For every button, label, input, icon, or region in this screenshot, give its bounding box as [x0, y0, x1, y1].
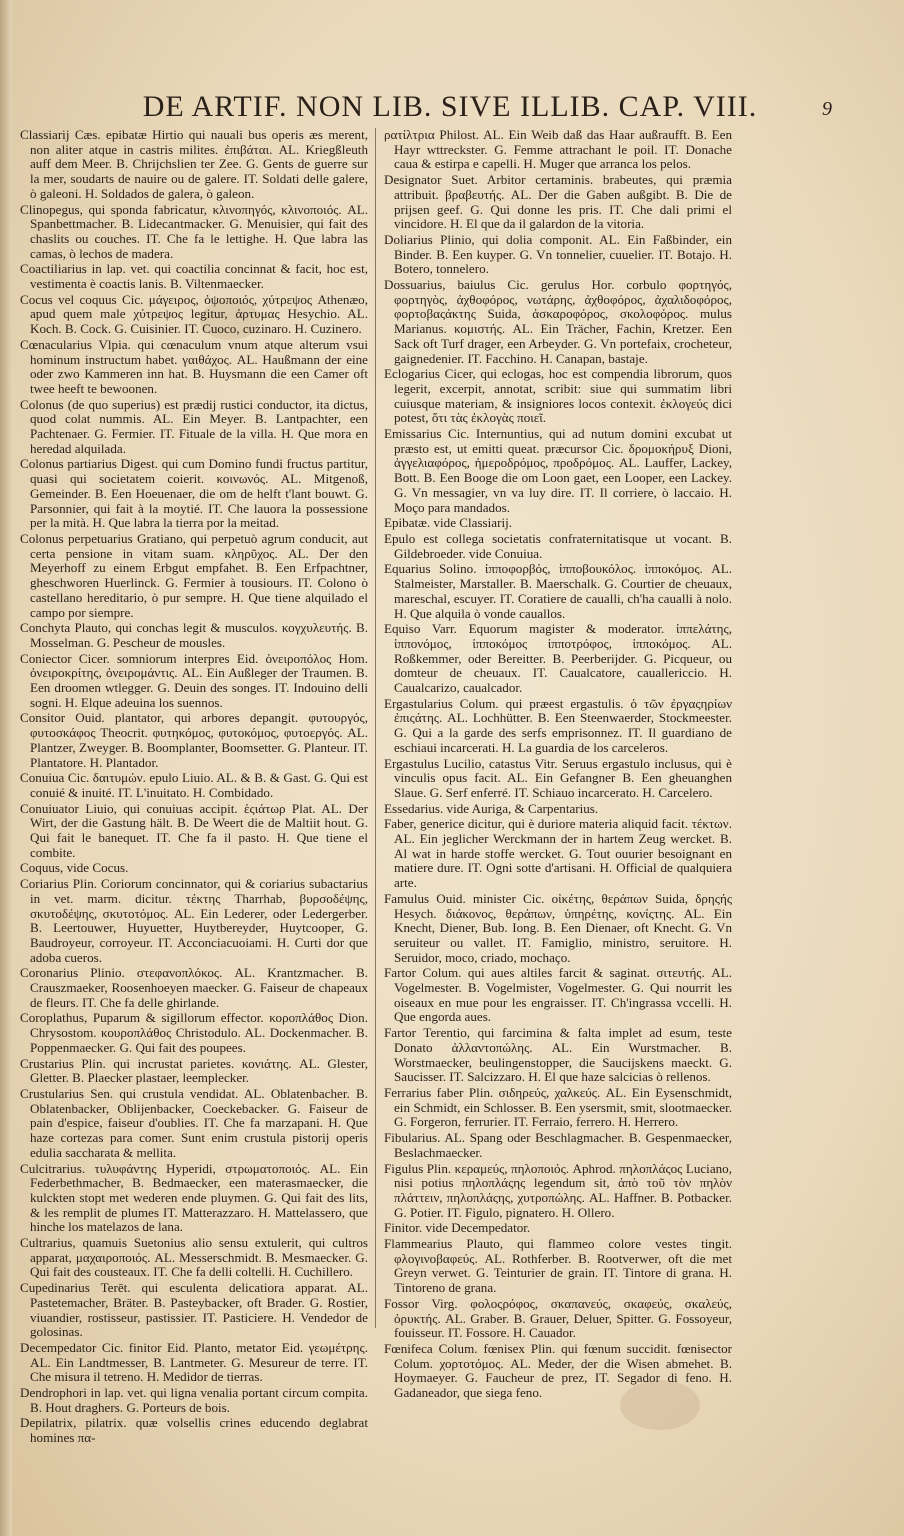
- dictionary-entry: Consitor Ouid. plantator, qui arbores depangit. φυτουργός, φυτοσκάφος Theocrit. φυτηκόμος, φυτοκόμος, φυτοεργός. AL. Plantzer, Zweyger. B. Boomplanter, Boomsetter. G. Planteur. IT. Plantatore. H. Plantador.: [20, 710, 368, 770]
- dictionary-entry: Depilatrix, pilatrix. quæ volsellis crines educendo deglabrat homines πα-: [20, 1415, 368, 1446]
- dictionary-entry: Dendrophori in lap. vet. qui ligna venalia portant circum compita. B. Hout draghers. G. Porteurs de bois.: [20, 1385, 368, 1415]
- dictionary-entry: Fossor Virg. φολοςρόφος, σκαπανεύς, σκαφεύς, σκαλεύς, ὀρυκτής. AL. Graber. B. Grauer, Deluer, Spitter. G. Fossoyeur, fouisseur. IT. Fossore. H. Cauador.: [384, 1295, 732, 1341]
- dictionary-entry: Equarius Solino. ἱπποφορβός, ἱπποβουκόλος. ἱπποκόμος. AL. Stalmeister, Marstaller. B. Maerschalk. G. Courtier de cheuaux, mareschal, escuyer. IT. Coratiere de caualli, ch'ha caualli à nolo. H. Que alquila ò vonde cauallos.: [384, 561, 732, 621]
- dictionary-entry: Culcitrarius. τυλυφάντης Hyperidi, στρωματοποιός. AL. Ein Federbethmacher, B. Bedmaecker, een materasmaecker, die kulckten stopt met wederen ende pluymen. G. Qui fait des lits, & les remplit de plumes IT. Matterazzaro. H. Mattelassero, que hinche los matelazos de lana.: [20, 1160, 368, 1235]
- dictionary-entry: Fartor Terentio, qui farcimina & falta implet ad esum, teste Donato ἀλλαντοπώλης. AL. Ein Wurstmacher. B. Worstmaecker, beulingenstopper, die Saucijskens maeckt. G. Saucisser. IT. Salcizzaro. H. El que haze salcicias ò rellenos.: [384, 1025, 732, 1085]
- dictionary-entry: Designator Suet. Arbitor certaminis. brabeutes, qui præmia attribuit. βραβευτής. AL. Der die Gaben außgibt. B. Die de prijsen geef. G. Qui donne les pris. IT. Che dali primi el vincidore. H. El que da il galardon de la vitoria.: [384, 172, 732, 232]
- dictionary-entry: Doliarius Plinio, qui dolia componit. AL. Ein Faßbinder, ein Binder. B. Een kuyper. G. Vn tonnelier, cuuelier. IT. Botajo. H. Botero, tonnelero.: [384, 231, 732, 277]
- dictionary-entry: Epulo est collega societatis confraternitatisque ut vocant. B. Gildebroeder. vide Conuiua.: [384, 530, 732, 561]
- dictionary-entry: Figulus Plin. κεραμεύς, πηλοποιός. Aphrod. πηλοπλάςος Luciano, nisi potius πηλοπλάςης legendum sit, ἀπὸ τοῦ τὸν πηλὸν πλάττειν, πηλοπλάςης, χυτροπώλης. AL. Haffner. B. Potbacker. G. Potier. IT. Figulo, pignatero. H. Ollero.: [384, 1160, 732, 1220]
- dictionary-entry: Finitor. vide Decempedator.: [384, 1220, 531, 1236]
- dictionary-entry: Ferrarius faber Plin. σιδηρεύς, χαλκεύς. AL. Ein Eysenschmidt, ein Schmidt, ein Schlosser. B. Een ysersmit, smit, slootmaecker. G. Forgeron, ferrurier. IT. Ferraio, ferrero. H. Herrero.: [384, 1085, 732, 1130]
- dictionary-entry: Fibularius. AL. Spang oder Beschlagmacher. B. Gespenmaecker, Beslachmaecker.: [384, 1130, 732, 1160]
- dictionary-entry: Colonus perpetuarius Gratiano, qui perpetuò agrum conducit, aut certa pensione in vitam suam. κληρῦχος. AL. Der den Meyerhoff zu einem Erbgut empfahet. B. Een Erfpachtner, gheschworen Huerlinck. G. Fermier à tousiours. IT. Colono ò castellano hereditario, ò pur sempre. H. Que tiene alquilado el campo por siempre.: [20, 530, 368, 620]
- folio-number: 9: [822, 98, 832, 120]
- dictionary-entry: Classiarij Cæs. epibatæ Hirtio qui nauali bus operis æs merent, non aliter atque in castris milites. ἐπιβάται. AL. Kriegßleuth auff dem Meer. B. Chrijchslien ter Zee. G. Gents de guerre sur la mer, soudarts de nauire ou de galere. IT. Soldati delle galere, ò galeoni. H. Soldados de galera, ò galeon.: [20, 127, 368, 201]
- dictionary-entry: Ergastularius Colum. qui præest ergastulis. ὁ τῶν ἐργαςηρίων ἐπιςάτης. AL. Lochhütter. B. Een Steenwaerder, Stockmeester. G. Qui a la garde des serfs emprisonnez. IT. Il guardiano de eschiaui incarcerati. H. La guardia de los carceleros.: [384, 695, 732, 755]
- dictionary-entry: Famulus Ouid. minister Cic. οἰκέτης, θεράπων Suida, δρηςής Hesych. διάκονος, θεράπων, ὑπηρέτης, κονίςτης. AL. Ein Knecht, Diener, Bub. Iong. B. Een Dienaer, oft Knecht. G. Vn seruiteur ou vallet. IT. Famiglio, ministro, seruitore. H. Seruidor, moco, criado, mochaço.: [384, 890, 732, 965]
- dictionary-entry: Coquus, vide Cocus.: [20, 860, 129, 876]
- dictionary-entry: Fœnifeca Colum. fœnisex Plin. qui fœnum succidit. fœnisector Colum. χορτοτόμος. AL. Meder, der die Wisen abmehet. B. Hoymaeyer. G. Faucheur de prez, IT. Segador di feno. H. Gadaneador, que siega feno.: [384, 1340, 732, 1401]
- dictionary-entry: Conuiua Cic. δαιτυμών. epulo Liuio. AL. & B. & Gast. G. Qui est conuié & inuité. IT. L'inuitato. H. Combidado.: [20, 770, 368, 800]
- dictionary-entry: Essedarius. vide Auriga, & Carpentarius.: [384, 800, 599, 816]
- dictionary-entry: Conchyta Plauto, qui conchas legit & musculos. κογχυλευτής. B. Mosselman. G. Pescheur de mousles.: [20, 620, 368, 650]
- dictionary-entry: Cœnacularius Vlpia. qui cœnaculum vnum atque alterum vsui hominum instructum habet. γαιθάχος. AL. Haußmann der eine oder zwo Kammeren inn hat. B. Huysmann die een Camer oft twee heeft te bewoonen.: [20, 336, 368, 396]
- dictionary-entry: Epibatæ. vide Classiarij.: [384, 515, 513, 531]
- dictionary-entry: Coronarius Plinio. στεφανοπλόκος. AL. Krantzmacher. B. Crauszmaeker, Roosenhoeyen maecker. G. Faiseur de chapeaux de fleurs. IT. Che fa delle ghirlande.: [20, 965, 368, 1010]
- dictionary-entry: Crustarius Plin. qui incrustat parietes. κονιάτης. AL. Glester, Gletter. B. Plaecker plastaer, leemplecker.: [20, 1055, 368, 1086]
- dictionary-entry: Flammearius Plauto, qui flammeo colore vestes tingit. φλογινοβαφεύς. AL. Rothferber. B. Rootverwer, oft die met Greyn verwet. G. Teinturier de grain. IT. Tintore di grana. H. Tintoreno de grana.: [384, 1236, 732, 1296]
- dictionary-entry: Colonus (de quo superius) est prædij rustici conductor, ita dictus, quod colat nummis. AL. Ein Meyer. B. Lantpachter, een Pachtenaer. G. Fermier. IT. Fituale de la villa. H. Que mora en heredad alquilada.: [20, 396, 368, 456]
- dictionary-entry: Coactiliarius in lap. vet. qui coactilia concinnat & facit, hoc est, vestimenta è coactis lanis. B. Viltenmaecker.: [20, 261, 368, 292]
- dictionary-entry: Emissarius Cic. Internuntius, qui ad nutum domini excubat ut præsto est, ut emitti queat. præcursor Cic. δρομοκήρυξ Dioni, ἀγγελιαφόρος, ἡμεροδρόμος, προδρόμος. AL. Lauffer, Lackey, Bott. B. Een Booge die om Loon gaet, een Looper, een Lackey. G. Vn messagier, vn va luy dire. IT. Il corriere, ò laccaio. H. Moço para mandados.: [384, 426, 732, 515]
- dictionary-entry: Fartor Colum. qui aues altiles farcit & saginat. σιτευτής. AL. Vogelmester. B. Vogelmister, Vogelmester. G. Qui nourrit les oiseaux en mue pour les engraisser. IT. Ch'ingrassa vccelli. H. Que engorda aues.: [384, 965, 732, 1025]
- dictionary-entry: Cupedinarius Terēt. qui esculenta delicatiora apparat. AL. Pastetemacher, Bräter. B. Pasteybacker, oft Brader. G. Rostier, viuandier, rostisseur, pastissier. IT. Pasticiere. H. Vendedor de golosinas.: [20, 1280, 368, 1340]
- dictionary-entry: Colonus partiarius Digest. qui cum Domino fundi fructus partitur, quasi qui societatem coierit. κοινωνός. AL. Mitgenoß, Gemeinder. B. Een Hoeuenaer, die om de helft t'lant bouwt. G. Parsonnier, qui fait à la moytié. IT. Che lauora la possessione per la mità. H. Que labra la tierra por la meitad.: [20, 456, 368, 531]
- dictionary-entry: Decempedator Cic. finitor Eid. Planto, metator Eid. γεωμέτρης. AL. Ein Landtmesser, B. Lantmeter. G. Mesureur de terre. IT. Che misura il tetreno. H. Medidor de tierras.: [20, 1339, 368, 1385]
- dictionary-entry: Cocus vel coquus Cic. μάγειρος, ὀψοποιός, χύτρεψος Athenæo, apud quem male χύτρεψος legitur, ἀρτυμας Hesychio. AL. Koch. B. Cock. G. Cuisinier. IT. Cuoco, cuzinaro. H. Cuzinero.: [20, 291, 368, 337]
- right-column: [384, 127, 732, 1401]
- dictionary-entry: Ergastulus Lucilio, catastus Vitr. Seruus ergastulo inclusus, qui è vinculis opus facit. AL. Ein Gefangner B. Een gheuanghen Slaue. G. Serf enferré. IT. Schiauo incarcerato. H. Carcelero.: [384, 755, 732, 800]
- dictionary-entry: Crustularius Sen. qui crustula vendidat. AL. Oblatenbacher. B. Oblatenbacker, Oblijenbacker, Coeckebacker. G. Faiseur de pain d'espice, faiseur d'oublies. IT. Che fa marzapani. H. Que haze cortezas para comer. Sunt enim crustula pistorij operis edulia saccharata & mellita.: [20, 1086, 368, 1160]
- dictionary-entry: ρατίλτρια Philost. AL. Ein Weib daß das Haar außraufft. B. Een Hayr wttreckster. G. Femme attrachant le poil. IT. Donache caua & estirpa e capelli. H. Muger que arranca los pelos.: [384, 127, 732, 172]
- running-title: DE ARTIF. NON LIB. SIVE ILLIB. CAP. VIII.: [142, 90, 758, 123]
- dictionary-entry: Conuiuator Liuio, qui conuiuas accipit. ἑςιάτωρ Plat. AL. Der Wirt, der die Gastung hält. B. De Weert die de Maltiit hout. G. Qui fait le banequet. IT. Che fa il pasto. H. Que tiene el combite.: [20, 800, 368, 860]
- column-rule: [375, 128, 376, 1328]
- dictionary-entry: Clinopegus, qui sponda fabricatur, κλινοπηγός, κλινοποιός. AL. Spanbettmacher. B. Lidecantmacker. G. Menuisier, qui fait des chaslits ou couches. IT. Che fa le lettighe. H. Que labra las camas, ò lechos de madera.: [20, 201, 368, 261]
- dictionary-entry: Equiso Varr. Equorum magister & moderator. ἱππελάτης, ἱππονόμος, ἱπποκόμος ἱπποτρόφος, ἱπποκόμος. AL. Roßkemmer, oder Bereitter. B. Peerberijder. G. Picqueur, ou domteur de cheuaux. IT. Caualcatore, cauallericcio. H. Caualcarizo, caualcador.: [384, 621, 732, 696]
- dictionary-entry: Coriarius Plin. Coriorum concinnator, qui & coriarius subactarius in vet. marm. dicitur. τέκτης Tharrhab, βυρσοδέψης, σκυτοδέψης, σκυτοτόμος. AL. Ein Lederer, oder Ledergerber. B. Leertouwer, Huyuetter, Huytbereyder, Huytcooper, G. Baudroyeur, corroyeur. IT. Acconciacuoiami. H. Curti dor que adoba cueros.: [20, 876, 368, 965]
- dictionary-entry: Cultrarius, quamuis Suetonius alio sensu extulerit, qui cultros apparat, μαχαιροποιός. AL. Messerschmidt. B. Mesmaecker. G. Qui fait des cousteaux. IT. Che fa delli coltelli. H. Cuchillero.: [20, 1235, 368, 1280]
- dictionary-entry: Eclogarius Cicer, qui eclogas, hoc est compendia librorum, quos legerit, excerpit, annotat, scribit: siue qui summatim libri cuiusque materiam, & insigniores locos contexit. ἐκλογεύς dici potest, ὅτι τὰς ἐκλογὰς ποιεῖ.: [384, 366, 732, 426]
- dictionary-entry: Dossuarius, baiulus Cic. gerulus Hor. corbulo φορτηγός, φορτηγὸς, ἀχθοφόρος, νωτάρης, ἀχθοφόρος, ἀχαλιδοφόρος, φορτοβαςάκτης Suida, ἀσκαροφόρος, σκολοφόρος. mulus Marianus. κομιστής. AL. Ein Trächer, Fachin, Kretzer. Een Sack oft Turf drager, een Arbeyder. G. Vn portefaix, crocheteur, gaignedenier. IT. Facchino. H. Canapan, bastaje.: [384, 277, 732, 366]
- dictionary-entry: Faber, generice dicitur, qui è duriore materia aliquid facit. τέκτων. AL. Ein jeglicher Werckmann der in hartem Zeug wercket. B. Al wat in harde stoffe wercket. G. Tout ouurier besoignant en matiere dure. IT. Ogni sotte d'artisani. H. Official de qualquiera arte.: [384, 816, 732, 891]
- dictionary-entry: Coniector Cicer. somniorum interpres Eid. ὀνειροπόλος Hom. ὀνειροκρίτης, ὀνειρομάντις. AL. Ein Außleger der Traumen. B. Een droomen wtlegger. G. Deuin des songes. IT. Indouino delli sogni. H. Elque adeuina los suennos.: [20, 650, 368, 710]
- left-column: [20, 128, 368, 1453]
- dictionary-entry: Coroplathus, Puparum & sigillorum effector. κοροπλάθος Dion. Chrysostom. κουροπλάθος Christodulo. AL. Dockenmacher. B. Poppenmaecker. G. Qui fait des poupees.: [20, 1010, 368, 1055]
- gutter-shadow: [0, 0, 12, 1536]
